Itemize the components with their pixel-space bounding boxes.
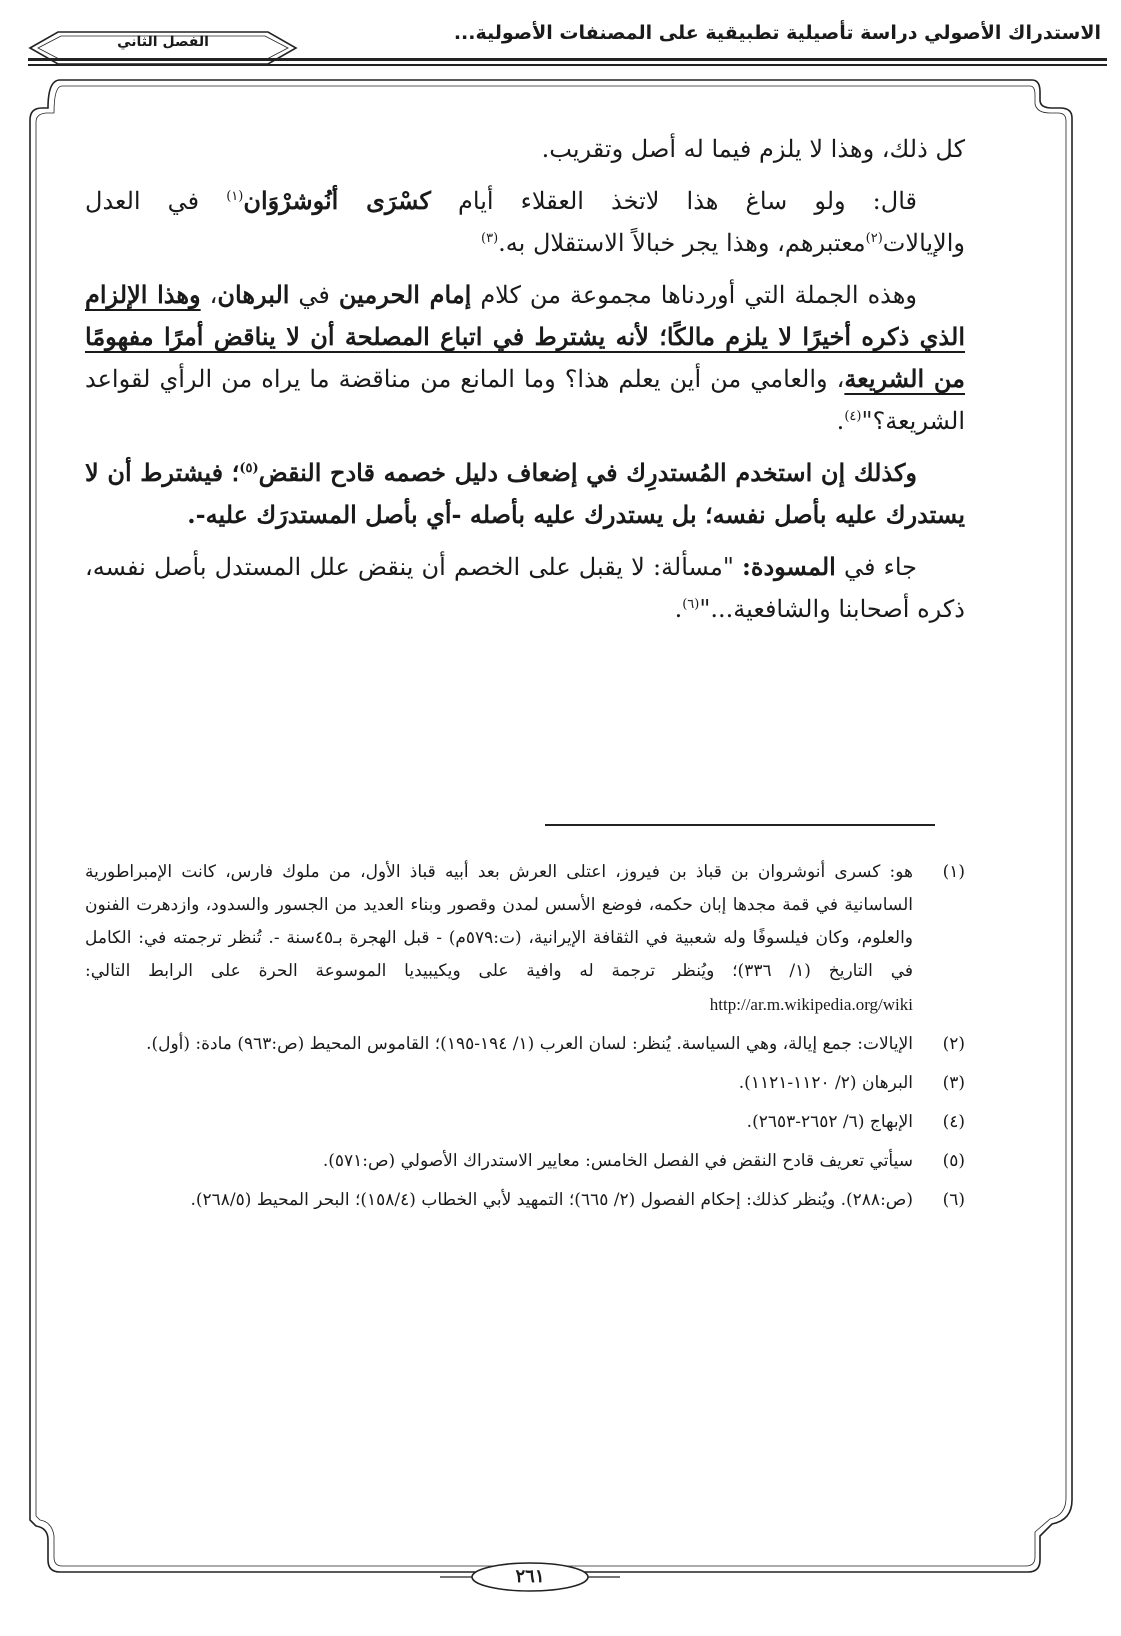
footnote-number: (٣) [942,1073,965,1093]
footnote-text: (ص:٢٨٨). ويُنظر كذلك: إحكام الفصول (٢/ ٦٦٥)؛ التمهيد لأبي الخطاب (١٥٨/٤)؛ البحر المحيط (٢٦٨/٥). [190,1190,913,1210]
paragraph-text: . [674,595,683,623]
paragraph [85,274,965,442]
emphasized-text: وهذا الإلزام الذي ذكره أخيرًا لا يلزم مالكًا؛ لأنه يشترط في اتباع المصلحة أن لا يناقض أمرًا مفهومًا من الشريعة [85,280,965,393]
footnote-text: الإيالات: جمع إيالة، وهي السياسة. يُنظر: لسان العرب (١/ ١٩٤-١٩٥)؛ القاموس المحيط (ص:٩٦٣) مادة: (أول). [146,1034,913,1054]
footnote-number: (٦) [942,1190,965,1210]
paragraph-text: كل ذلك، وهذا لا يلزم فيما له أصل وتقريب. [541,135,965,163]
main-text [85,128,965,640]
footnote-separator [545,824,935,826]
footnote-ref[interactable]: (١) [226,189,244,204]
footnote-ref[interactable]: (٥) [239,461,259,476]
book-name: المسودة: [742,552,836,581]
footnote-number: (٤) [942,1112,965,1132]
footnote [85,1028,965,1061]
footnote [85,1184,965,1217]
footnote-ref[interactable]: (٢) [865,231,883,246]
footnote-body: هو: كسرى أنوشروان بن قباذ بن فيروز، اعتلى العرش بعد أبيه قباذ الأول، من ملوك فارس، كانت الإمبراطورية الساسانية في قمة مجدها إبان حكمه، فوضع الأسس لمدن وقصور وبناء العديد من الجسور والسدود، وازدهرت الفنون والعلوم، وكان فيلسوفًا وله شعبية في الثقافة الإيرانية، (ت:٥٧٩م) - قبل الهجرة بـ٤٥سنة -. تُنظر ترجمته في: الكامل في التاريخ (١/ ٣٣٦)؛ ويُنظر ترجمة له وافية على ويكيبيديا الموسوعة الحرة على الرابط التالي: [85,862,914,981]
book-name: البرهان [217,280,290,309]
paragraph [85,180,965,264]
footnote-ref[interactable]: (٦) [682,597,700,612]
page-number: ٢٦١ [515,1566,545,1587]
footnote-number: (٢) [942,1034,965,1054]
paragraph-text: . [836,407,845,435]
paragraph-text: ، [200,281,218,309]
footnote-number: (١) [942,862,965,882]
chapter-label: الفصل الثاني [117,34,209,50]
footnote-text: الإبهاج (٦/ ٢٦٥٢-٢٦٥٣). [746,1112,913,1132]
footnote-number: (٥) [942,1151,965,1171]
footnote-link[interactable]: http://ar.m.wikipedia.org/wiki [709,995,913,1014]
footnote-text [85,856,913,1022]
paragraph-text: في [289,281,339,309]
scholar-name: إمام الحرمين [338,280,472,309]
person-name: كسْرَى أنُوشرْوَان [243,186,431,215]
footnote-text: سيأتي تعريف قادح النقض في الفصل الخامس: معايير الاستدراك الأصولي (ص:٥٧١). [322,1151,913,1171]
paragraph [85,452,965,536]
footnote [85,1067,965,1100]
footnotes [85,856,965,1223]
paragraph [85,546,965,630]
footnote [85,1106,965,1139]
paragraph-text: معتبرهم، وهذا يجر خبالاً الاستقلال به. [498,229,866,257]
paragraph-text: قال: ولو ساغ هذا لاتخذ العقلاء أيام [430,187,917,215]
paragraph-text: جاء في [835,553,918,581]
paragraph-text: "مسألة: لا يقبل على الخصم أن ينقض علل المستدل بأصل نفسه، ذكره أصحابنا والشافعية..." [85,553,965,623]
paragraph-text: في العدل والإيالات [85,187,965,257]
paragraph-text: وكذلك إن استخدم المُستدرِك في إضعاف دليل خصمه قادح النقض [258,458,918,487]
book-title: الاستدراك الأصولي دراسة تأصيلية تطبيقية على المصنفات الأصولية... [453,22,1101,44]
paragraph-text: ؛ فيشترط أن لا يستدرك عليه بأصل نفسه؛ بل يستدرك عليه بأصله -أي بأصل المستدرَك عليه-. [85,458,965,529]
paragraph-text: وهذه الجملة التي أوردناها مجموعة من كلام [471,281,917,309]
footnote-ref[interactable]: (٤) [844,409,862,424]
footnote-ref[interactable]: (٣) [481,231,499,246]
footnote [85,1145,965,1178]
paragraph-text: ، والعامي من أين يعلم هذا؟ وما المانع من مناقضة ما يراه من الرأي لقواعد الشريعة؟" [85,365,965,435]
footnote [85,856,965,1022]
footnote-text: البرهان (٢/ ١١٢٠-١١٢١). [738,1073,913,1093]
paragraph [85,128,965,170]
